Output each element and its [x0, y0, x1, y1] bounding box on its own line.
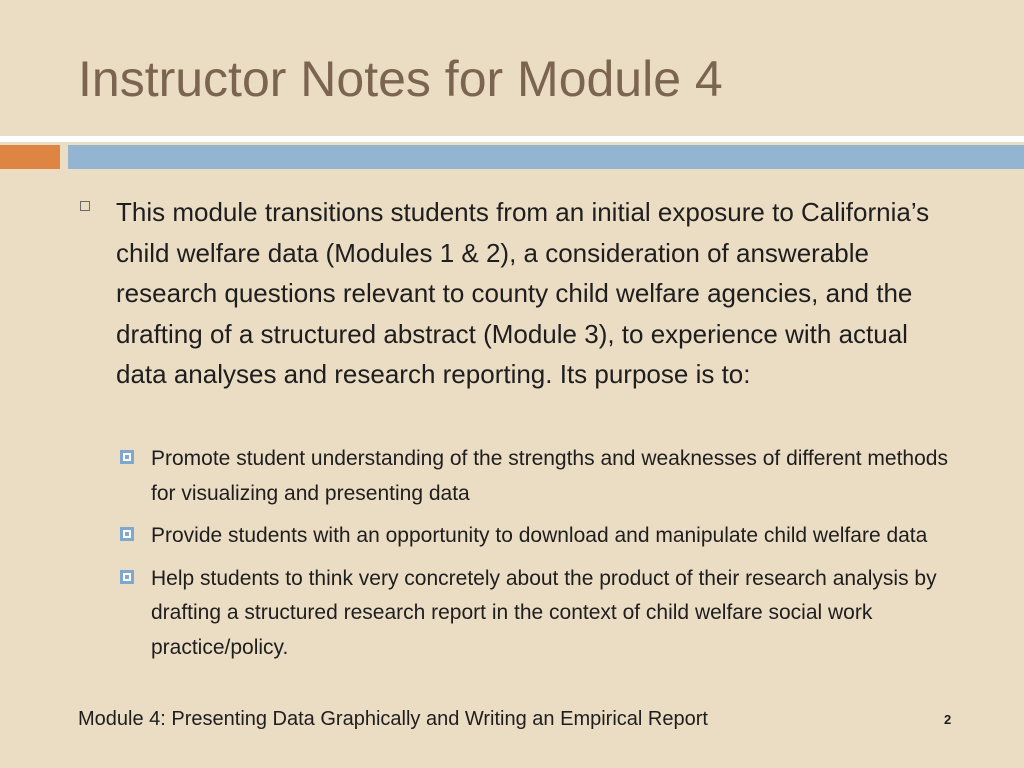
hollow-square-bullet-icon [80, 201, 90, 211]
sub-bullet-text: Help students to think very concretely about the product of their research analysis by drafting a structured research report in the context of child welfare social work practice/policy. [151, 566, 937, 659]
sub-bullet-list [120, 442, 970, 673]
sub-bullet-text: Promote student understanding of the strengths and weaknesses of different methods for visualizing and presenting data [151, 447, 948, 505]
sub-bullet-item [120, 442, 970, 511]
main-bullet-text: This module transitions students from an initial exposure to California’s child welfare data (Modules 1 & 2), a consideration of answerable research questions relevant to county child welfare agencies, and the drafting of a structured abstract (Module 3), to experience with actual data analyses and research reporting. Its purpose is to: [116, 197, 930, 389]
sub-bullet-item [120, 562, 970, 666]
square-bullet-icon [120, 527, 134, 541]
main-bullet [80, 192, 960, 395]
accent-bar-blue [68, 145, 1024, 169]
title-divider [0, 136, 1024, 142]
slide-title: Instructor Notes for Module 4 [78, 51, 723, 107]
accent-bar-orange [0, 145, 60, 169]
square-bullet-icon [120, 450, 134, 464]
sub-bullet-text: Provide students with an opportunity to download and manipulate child welfare data [151, 524, 928, 547]
slide-footer: Module 4: Presenting Data Graphically and Writing an Empirical Report [78, 708, 708, 730]
page-number: 2 [944, 712, 952, 727]
square-bullet-icon [120, 570, 134, 584]
sub-bullet-item [120, 519, 970, 554]
